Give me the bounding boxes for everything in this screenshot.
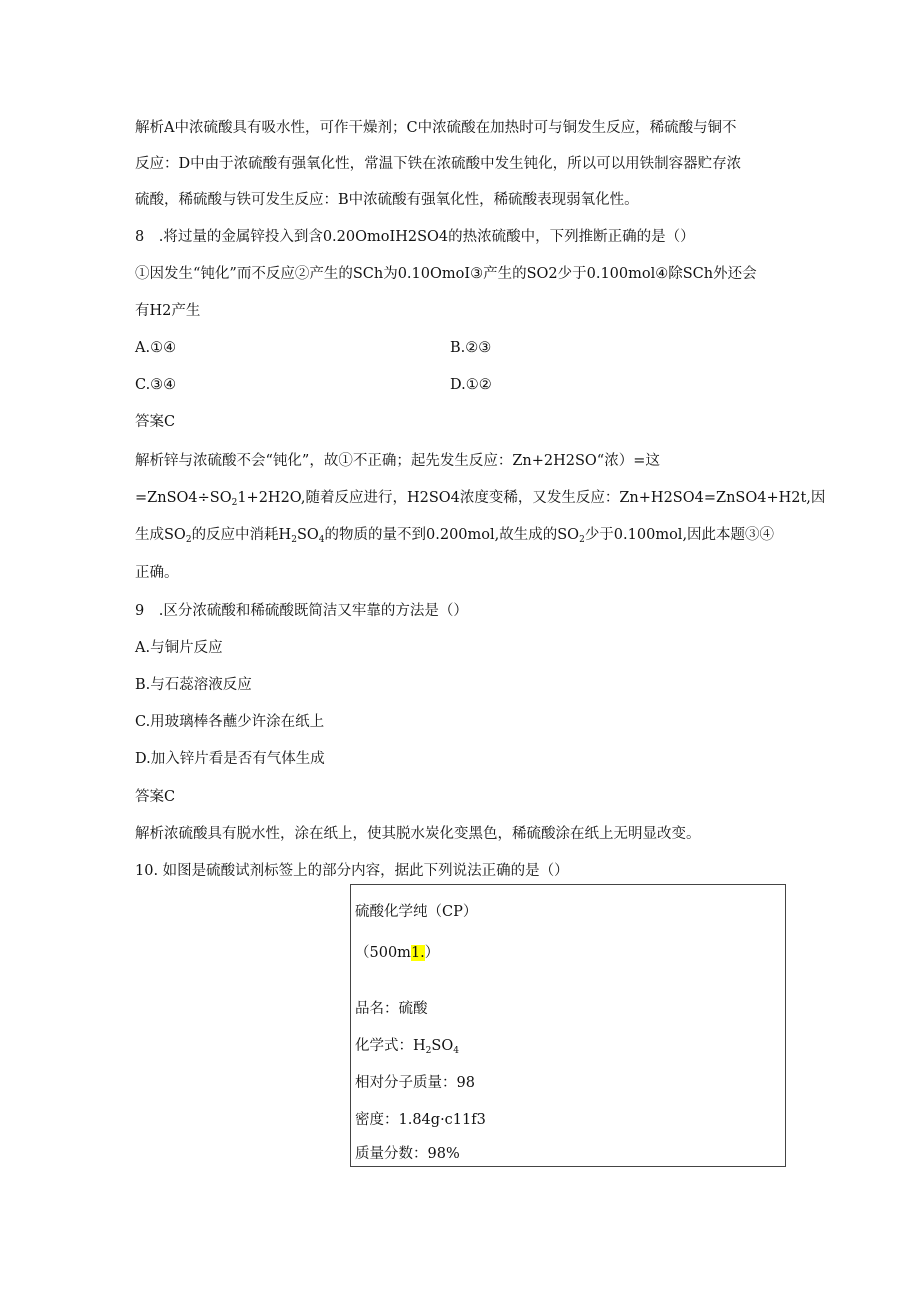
analysis-line: $=ZnSO4\div SO_21+2H2O$,随着反应进行，H2SO4浓度变稀，又发生反应：Zn+H2SO4=ZnSO4+H2t,因 <box>135 490 826 508</box>
label-volume: （500m1.） <box>355 945 440 961</box>
label-title: 硫酸化学纯（CP） <box>355 904 478 920</box>
option-b: B.②③ <box>450 340 492 356</box>
question-stem: 8 .将过量的金属锌投入到含0.20OmoIH2SO4的热浓硫酸中，下列推断正确的是（） <box>135 229 695 245</box>
text-line: 反应：D中由于浓硫酸有强氧化性，常温下铁在浓硫酸中发生钝化，所以可以用铁制容器贮存浓 <box>135 156 742 172</box>
label-density: 密度：1.84g·c11f3 <box>355 1112 486 1128</box>
label-mass-fraction: 质量分数：98% <box>355 1146 460 1162</box>
statements-line: ①因发生“钝化”而不反应②产生的SCh为0.10OmoI③产生的SO2少于0.100mol④除SCh外还会 <box>135 266 757 282</box>
analysis-line: 正确。 <box>135 565 179 581</box>
text-line: 硫酸，稀硫酸与铁可发生反应：B中浓硫酸有强氧化性，稀硫酸表现弱氧化性。 <box>135 192 639 208</box>
question-stem: 9 .区分浓硫酸和稀硫酸既简洁又牢靠的方法是（） <box>135 603 468 619</box>
label-name: 品名：硫酸 <box>355 1001 428 1017</box>
text-line: 解析A中浓硫酸具有吸水性，可作干燥剂；C中浓硫酸在加热时可与铜发生反应，稀硫酸与铜不 <box>135 120 737 136</box>
label-formula: 化学式：$H_2SO_4$ <box>355 1038 459 1056</box>
analysis-line: 解析锌与浓硫酸不会“钝化”，故①不正确；起先发生反应：Zn+2H2SO“浓）=这 <box>135 453 660 469</box>
analysis-line: 生成$SO_2$的反应中消耗$H_2SO_4$的物质的量不到0.200mol,故生成的$SO_2$少于0.100mol,因此本题③④ <box>135 527 775 545</box>
option-b: B.与石蕊溶液反应 <box>135 677 252 693</box>
question-stem: 10. 如图是硫酸试剂标签上的部分内容，据此下列说法正确的是（） <box>135 863 569 879</box>
option-c: C.用玻璃棒各蘸少许涂在纸上 <box>135 714 325 730</box>
option-a: A.①④ <box>135 340 177 356</box>
option-a: A.与铜片反应 <box>135 640 223 656</box>
statements-line: 有H2产生 <box>135 303 201 319</box>
reagent-label <box>350 884 786 1167</box>
analysis-line: 解析浓硫酸具有脱水性，涂在纸上，使其脱水炭化变黑色，稀硫酸涂在纸上无明显改变。 <box>135 826 701 842</box>
label-molar-mass: 相对分子质量：98 <box>355 1075 475 1091</box>
option-c: C.③④ <box>135 377 177 393</box>
option-d: D.加入锌片看是否有气体生成 <box>135 751 325 767</box>
answer: 答案C <box>135 414 176 430</box>
answer: 答案C <box>135 789 176 805</box>
option-d: D.①② <box>450 377 492 393</box>
